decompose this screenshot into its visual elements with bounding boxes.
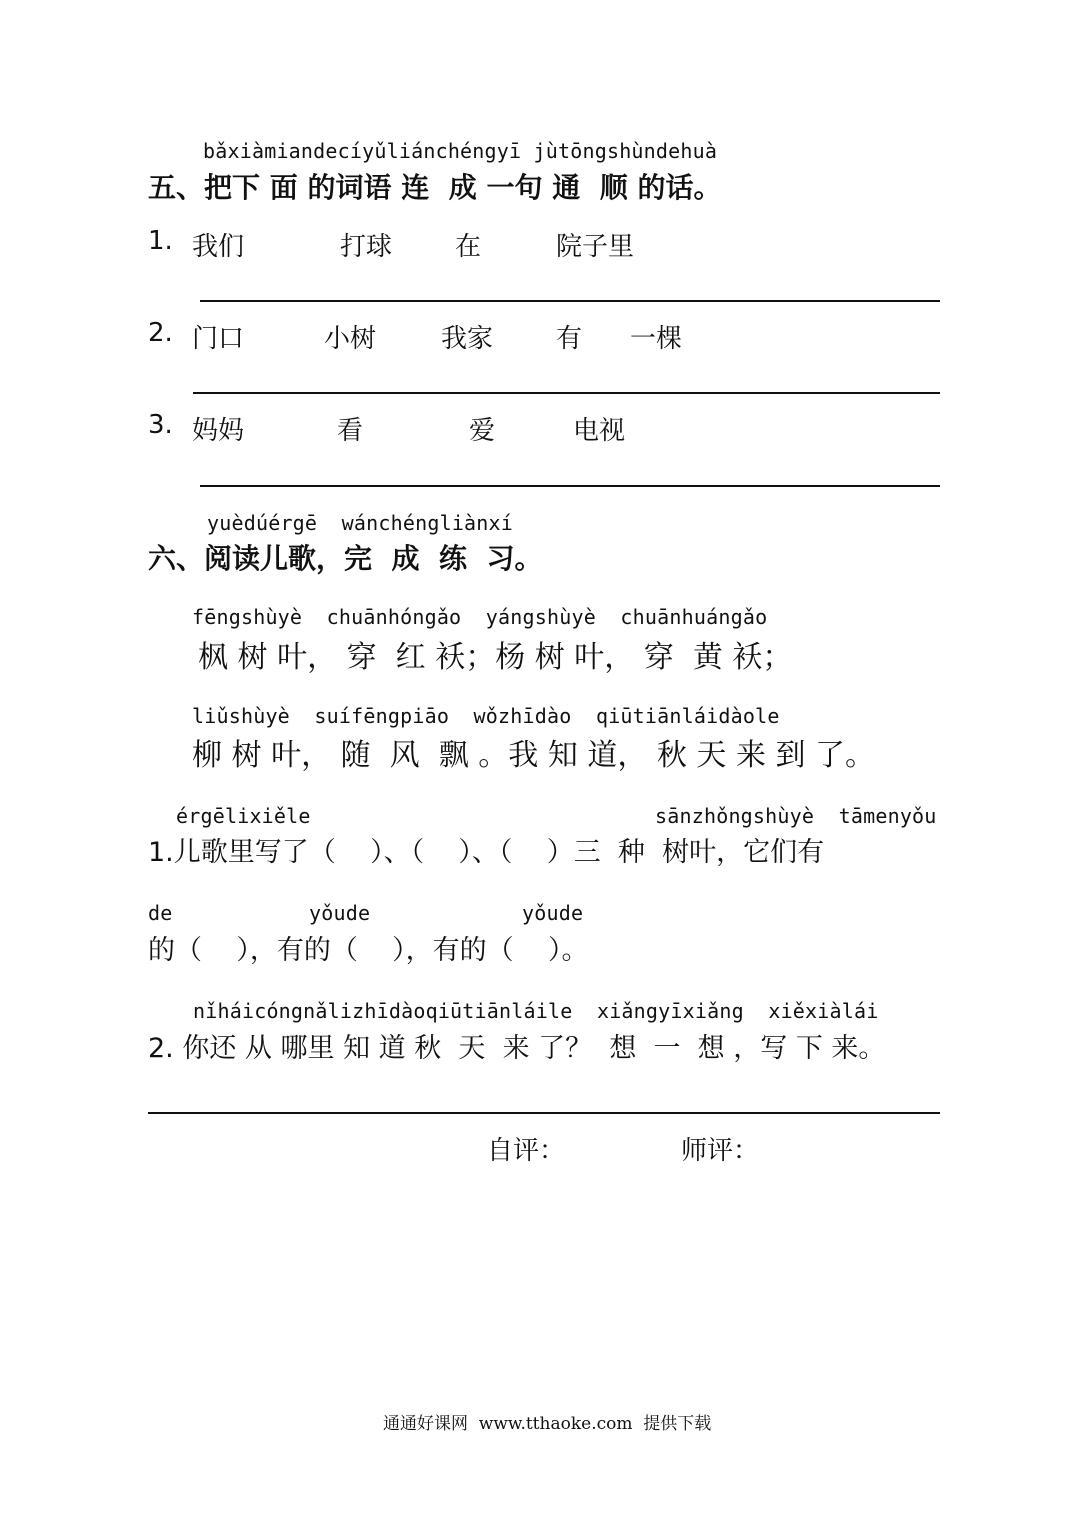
item-2-word-3: 我家 [441,324,494,354]
q2-pinyin: nǐháicóngnǎlizhīdàoqiūtiānláile xiǎngyīxiǎng xiěxiàlái [193,999,879,1023]
footer-source: 通通好课网 www.tthaoke.com 提供下载 [383,1414,712,1434]
item-1-number: 1. [148,226,173,256]
q1-line2-pinyin-c: yǒude [522,901,584,925]
section6-pinyin: yuèdúérgē wánchéngliànxí [207,511,514,535]
q1-line2-pinyin-a: de [148,901,173,925]
question-1: 1.儿歌里写了（ ）、（ ）、（ ）三 种 树叶，它们有 [148,837,825,868]
q1-pinyin-right: sānzhǒngshùyè tāmenyǒu [655,804,937,828]
section5-title: 五、把下 面 的词语 连 成 一句 通 顺 的话。 [148,171,722,204]
item-2-number: 2. [148,318,173,348]
item-2-word-4: 有 [556,324,583,354]
poem-line-2-pinyin: liǔshùyè suífēngpiāo wǒzhīdào qiūtiānláidàole [192,704,780,728]
item-3-word-4: 电视 [573,416,626,446]
poem-line-2: 柳 树 叶， 随 风 飘 。我 知 道， 秋 天 来 到 了。 [192,738,876,773]
answer-line-3[interactable] [200,485,940,487]
answer-line-2[interactable] [193,392,940,394]
item-2-word-2: 小树 [324,324,377,354]
answer-line-q2[interactable] [148,1112,940,1114]
item-2-word-5: 一棵 [630,324,683,354]
item-1-word-2: 打球 [340,232,393,262]
item-1-word-3: 在 [455,232,482,262]
item-1-word-4: 院子里 [556,232,635,262]
section5-pinyin: bǎxiàmiandecíyǔliánchéngyī jùtōngshùndehuà [203,139,718,163]
q1-line2-pinyin-b: yǒude [309,901,371,925]
self-evaluation-label: 自评： [487,1136,566,1166]
item-3-number: 3. [148,410,173,440]
answer-line-1[interactable] [200,300,940,302]
poem-line-1-pinyin: fēngshùyè chuānhóngǎo yángshùyè chuānhuángǎo [192,605,768,629]
item-3-word-1: 妈妈 [192,416,245,446]
item-3-word-2: 看 [337,416,364,446]
q1-pinyin-left: érgēlixiěle [176,804,311,828]
item-2-word-1: 门口 [192,324,245,354]
item-3-word-3: 爱 [469,416,496,446]
item-1-word-1: 我们 [192,232,245,262]
teacher-evaluation-label: 师评： [681,1136,760,1166]
poem-line-1: 枫 树 叶， 穿 红 袄；杨 树 叶， 穿 黄 袄； [198,640,793,675]
question-1-line-2: 的（ ），有的（ ），有的（ ）。 [148,935,589,966]
section6-title: 六、阅读儿歌，完 成 练 习。 [148,542,543,575]
question-2: 2. 你还 从 哪里 知 道 秋 天 来 了？ 想 一 想 ，写 下 来。 [148,1033,886,1064]
